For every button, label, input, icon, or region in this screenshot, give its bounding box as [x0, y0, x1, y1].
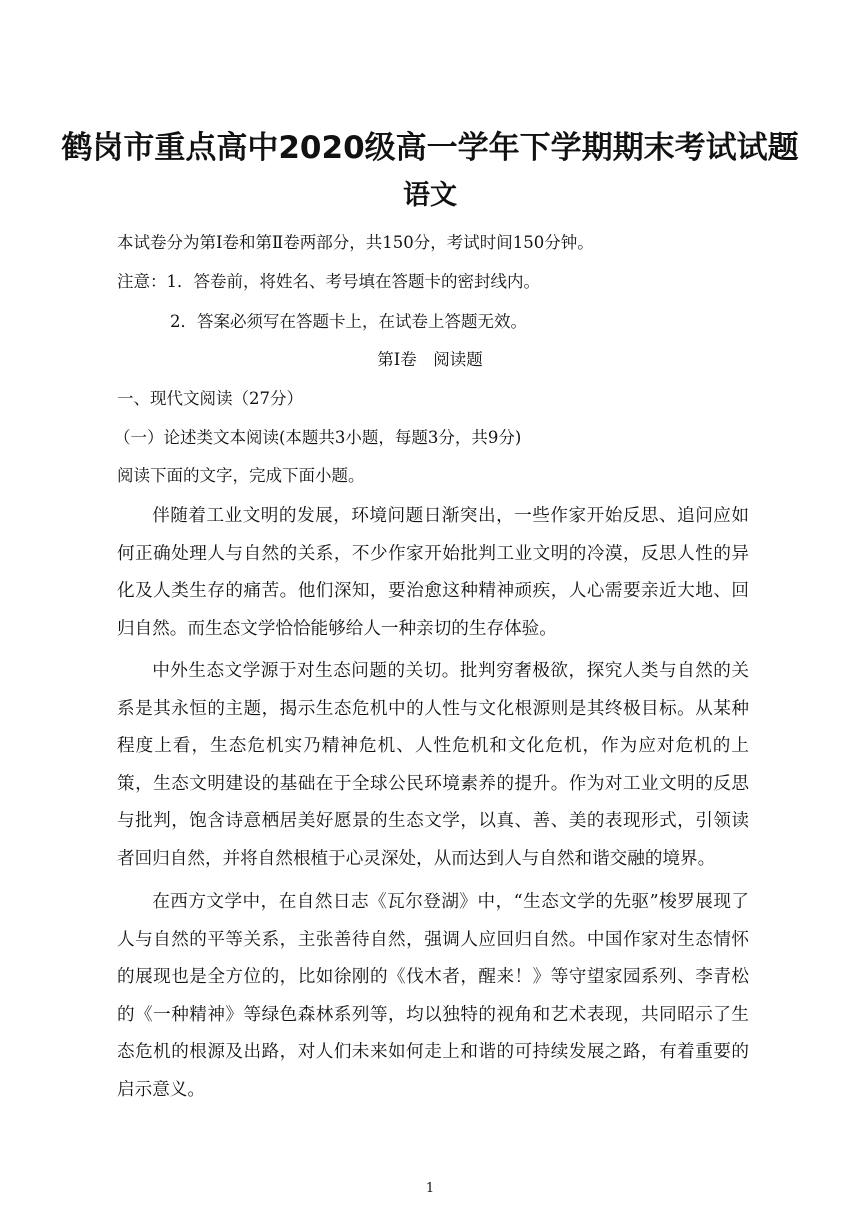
- passage-paragraph-1: 伴随着工业文明的发展，环境问题日渐突出，一些作家开始反思、追问应如何正确处理人与自然的关系，不少作家开始批判工业文明的冷漠，反思人性的异化及人类生存的痛苦。他们深知，要治愈这种精神顽疾，人心需要亲近大地、回归自然。而生态文学恰恰能够给人一种亲切的生存体验。: [117, 506, 749, 639]
- reading-prompt: 阅读下面的文字，完成下面小题。: [117, 466, 365, 485]
- part-title: 第Ⅰ卷 阅读题: [377, 350, 483, 369]
- section-heading-modern-reading: 一、现代文阅读（27分）: [117, 389, 303, 408]
- passage-paragraph-3: 在西方文学中，在自然日志《瓦尔登湖》中，“生态文学的先驱”梭罗展现了人与自然的平等关系，主张善待自然，强调人应回归自然。中国作家对生态情怀的展现也是全方位的，比如徐刚的《伐木者，醒来！》等守望家园系列、李青松的《一种精神》等绿色森林系列等，均以独特的视角和艺术表现，共同昭示了生态危机的根源及出路，对人们未来如何走上和谐的可持续发展之路，有着重要的启示意义。: [117, 892, 749, 1100]
- subject-title: 语文: [403, 180, 457, 211]
- note-1: 注意：1．答卷前，将姓名、考号填在答题卡的密封线内。: [117, 272, 540, 291]
- exam-intro: 本试卷分为第Ⅰ卷和第Ⅱ卷两部分，共150分，考试时间150分钟。: [117, 233, 594, 252]
- page-number: 1: [425, 1181, 435, 1196]
- note-2: 2．答案必须写在答题卡上，在试卷上答题无效。: [170, 312, 527, 331]
- exam-title: 鹤岗市重点高中2020级高一学年下学期期末考试试题: [61, 130, 799, 166]
- passage-paragraph-2: 中外生态文学源于对生态问题的关切。批判穷奢极欲，探究人类与自然的关系是其永恒的主题，揭示生态危机中的人性与文化根源则是其终极目标。从某种程度上看，生态危机实乃精神危机、人性危机和文化危机，作为应对危机的上策，生态文明建设的基础在于全球公民环境素养的提升。作为对工业文明的反思与批判，饱含诗意栖居美好愿景的生态文学，以真、善、美的表现形式，引领读者回归自然，并将自然根植于心灵深处，从而达到人与自然和谐交融的境界。: [117, 661, 749, 869]
- section-heading-argumentative: （一）论述类文本阅读(本题共3小题，每题3分，共9分): [114, 428, 522, 447]
